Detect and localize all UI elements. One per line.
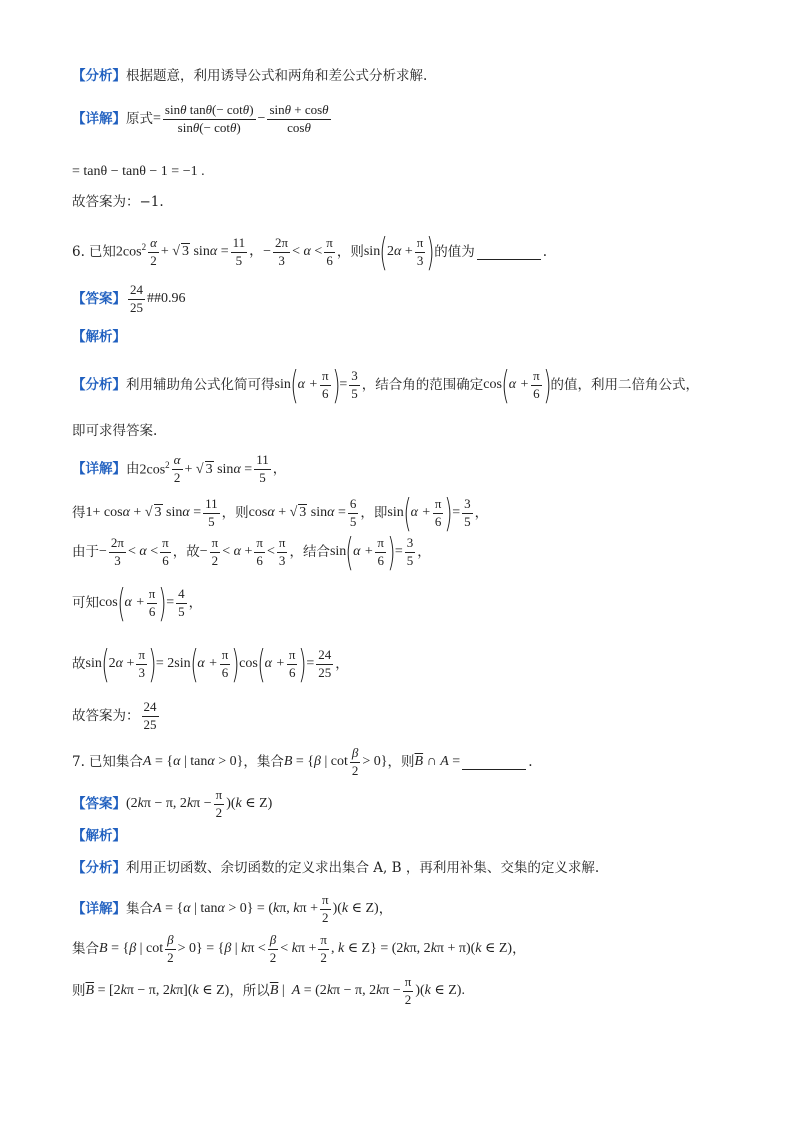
q6-analysis-cont: 即可求得答案. (72, 423, 158, 439)
fraction-1: $\frac{\text{sinθ tanθ(− cotθ)}}{\sin\theta(- \cot\theta)}$ (164, 102, 254, 135)
answer-blank (477, 245, 541, 260)
detail-tag: 【详解】 (72, 111, 126, 127)
q7-jiexi-line: 【解析】 (72, 828, 126, 843)
detail-prefix: 原式 (126, 111, 153, 128)
q6-detail-1: 【详解】 由 $2\cos^2$ $\frac{\alpha}{2}$ + √ 3 sinα = $\frac{11}{5}$ ， (72, 452, 287, 485)
fraction-2: $\frac{\sin\theta + \cos\theta}{\cos\theta}$ (269, 102, 329, 135)
q6-detail-4: 可知 cos ( α + $\frac{\pi}{6}$ ) = $\frac{4}{5}$ ， (72, 581, 203, 625)
analysis-text: 根据题意，利用诱导公式和两角和差公式分析求解. (126, 68, 428, 84)
analysis-tag: 【分析】 (72, 68, 126, 83)
s5-result-line: = tanθ − tanθ − 1 = −1 . (72, 164, 205, 179)
q7-detail-2: 集合 B = {β | cot $\frac{\beta}{2}$ > 0} = {β | kπ < $\frac{\beta}{2}$ < kπ + $\frac{\pi}{2}$ , k ∈ Z} = (2kπ, 2kπ + π)(k ∈ Z) ， (72, 932, 526, 965)
q7-number: 7. (72, 754, 85, 771)
q7-detail-3: 则 $\overline{B} = [2k\pi - \pi$, 2kπ](k ∈ Z) ，所以 $\overline{B}$ | A = (2kπ − π, 2kπ − $\frac{\pi}{2}$ )(k ∈ Z). (72, 974, 465, 1007)
solution-tag: 【解析】 (72, 329, 126, 344)
q7-stem: 7. 已知集合 A = {α | tanα > 0} ，集合 B = {β | cot $\frac{\beta}{2}$ > 0} ，则 $\overline{B}$ ∩ A = . (72, 745, 533, 778)
q6-jiexi-line (72, 329, 126, 345)
q7-detail-1: 【详解】 集合 A = {α | tanα > 0} = (kπ, kπ + $\frac{\pi}{2}$ )(k ∈ Z) ， (72, 892, 393, 925)
q7-analysis-line: 【分析】 利用正切函数、余切函数的定义求出集合 A, B ，再利用补集、交集的定义求解. (72, 860, 600, 876)
q6-stem: 6. 已知 $2\cos^2$ $\frac{\alpha}{2}$ + √ 3 sinα = $\frac{11}{5}$ ，− $\frac{2\pi}{3}$ < α < $\frac{\pi}{6}$ ，则 sin ( 2α + $\frac{\pi}{3}$ ) 的值为 . (72, 230, 547, 274)
q6-analysis-line: 【分析】 利用辅助角公式化简可得 sin ( α + $\frac{\pi}{6}$ ) = $\frac{3}{5}$ ，结合角的范围确定 cos ( α + $\frac{\pi}{6}$ ) 的值，利用二倍角公式， (72, 363, 699, 407)
q6-detail-5: 故 sin ( 2α + $\frac{\pi}{3}$ ) = 2sin ( α + $\frac{\pi}{6}$ ) cos ( α + $\frac{\pi}{6}$ ) = $\frac{24}{25}$ ， (72, 642, 349, 686)
q6-number: 6. (72, 243, 85, 260)
q6-answer-line: 【答案】 $\frac{24}{25}$ ##0.96 (72, 282, 186, 315)
equals-sign: = (153, 111, 161, 127)
answer-tag: 【答案】 (72, 291, 126, 307)
s5-analysis-line (72, 68, 427, 84)
q7-answer-line: 【答案】 (2kπ − π, 2kπ − $\frac{\pi}{2}$ )(k ∈ Z) (72, 787, 273, 820)
q6-detail-3: 由于 − $\frac{2\pi}{3}$ < α < $\frac{\pi}{6}$ ，故 − $\frac{\pi}{2}$ < α + $\frac{\pi}{6}$ < $\frac{\pi}{3}$ ，结合 sin ( α + $\frac{\pi}{6}$ ) = $\frac{3}{5}$ ， (72, 530, 431, 574)
answer-blank (462, 755, 526, 770)
s5-answer-line: 故答案为：−1. (72, 194, 164, 210)
q6-final-answer: 故答案为： $\frac{24}{25}$ (72, 699, 157, 732)
s5-detail-line: 【详解】 原式 = $\frac{\text{sinθ tanθ(− cotθ)}}{\sin\theta(- \cot\theta)}$ − $\frac{\sin\theta + \cos\theta}{\cos\theta}$ (72, 102, 329, 135)
q6-detail-2: 得 1+ cosα + √ 3 sinα = $\frac{11}{5}$ ，则 cosα + √ 3 sinα = $\frac{6}{5}$ ，即 sin ( α + $\frac{\pi}{6}$ ) = $\frac{3}{5}$ ， (72, 491, 489, 535)
